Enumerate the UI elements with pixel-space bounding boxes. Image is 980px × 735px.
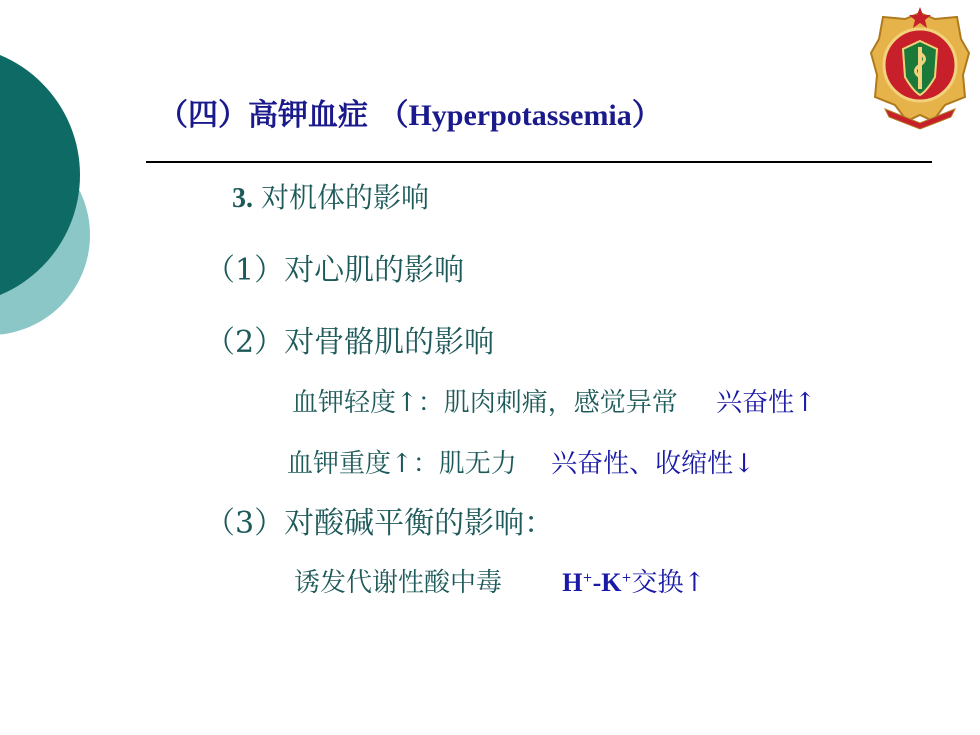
title-en: （Hyperpotassemia）: [378, 99, 662, 132]
detail-mild-effect: 兴奋性↑: [716, 388, 816, 418]
k-charge: +: [621, 570, 632, 585]
title-zh: （四）高钾血症: [158, 98, 368, 133]
page-title: [158, 90, 662, 134]
item-skeletal: （2）对骨骼肌的影响: [205, 325, 495, 360]
detail-severe-effect: 兴奋性、收缩性↓: [551, 449, 755, 479]
university-emblem-icon: [865, 5, 975, 130]
title-divider: [146, 161, 932, 163]
item-cardiac: （1）对心肌的影响: [205, 253, 465, 288]
section-text: 对机体的影响: [261, 181, 430, 214]
decorative-circles: [0, 0, 140, 400]
detail-acid: [294, 562, 705, 599]
exchange-text: 交换↑: [631, 568, 706, 598]
h-charge: +: [582, 570, 593, 585]
detail-mild: [292, 382, 816, 419]
detail-severe-text: 血钾重度↑：肌无力: [287, 449, 517, 479]
detail-acid-text: 诱发代谢性酸中毒: [294, 568, 503, 598]
section-heading: [232, 176, 429, 216]
detail-severe: [287, 443, 755, 480]
section-number: 3.: [232, 183, 253, 214]
k-ion: -K: [592, 568, 622, 597]
detail-acid-exchange: [562, 568, 705, 598]
detail-mild-text: 血钾轻度↑：肌肉刺痛，感觉异常: [292, 388, 678, 418]
h-ion: H: [562, 568, 583, 597]
item-acid-base: （3）对酸碱平衡的影响：: [205, 506, 555, 541]
